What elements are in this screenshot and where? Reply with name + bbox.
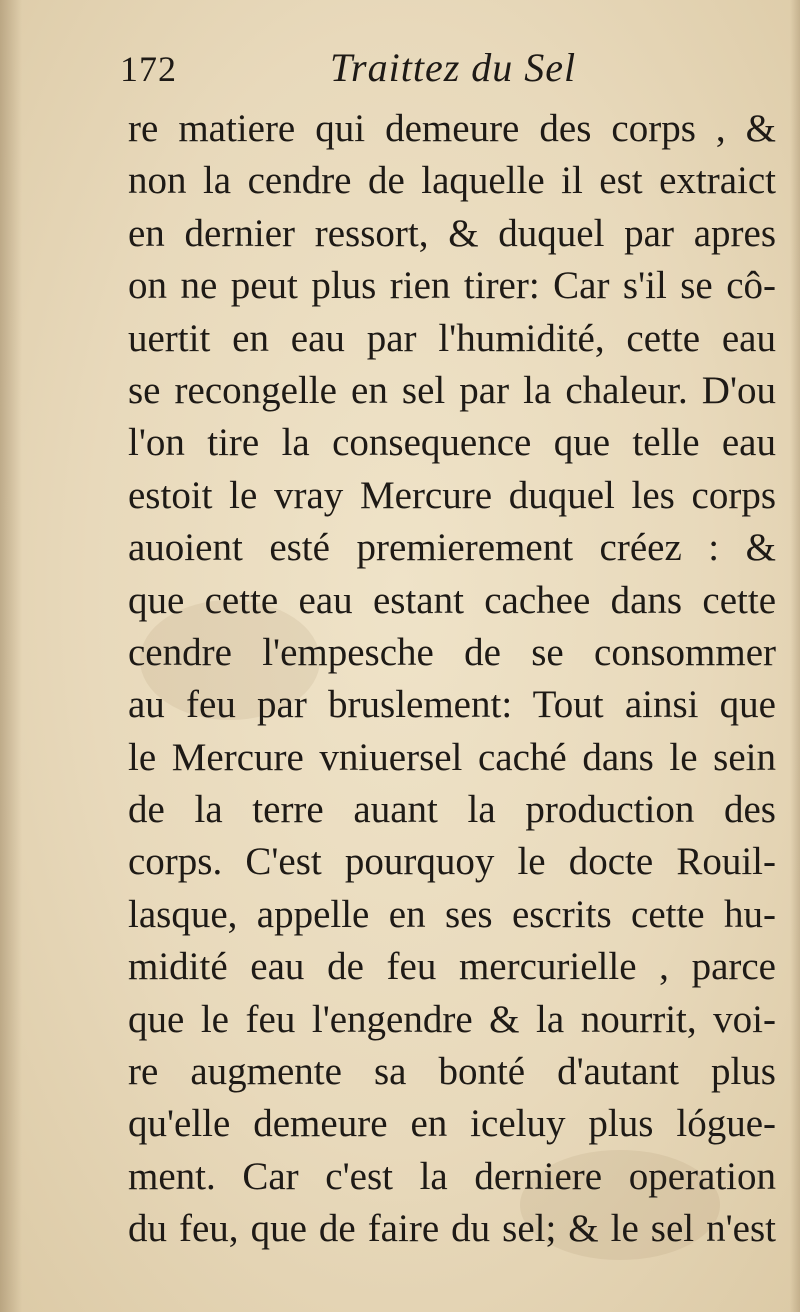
text-line: auoient esté premierement créez : & xyxy=(128,526,776,570)
text-line: uertit en eau par l'humidité, cette eau xyxy=(128,316,776,360)
text-line: qu'elle demeure en iceluy plus lógue- xyxy=(128,1102,776,1146)
text-line: corps. C'est pourquoy le docte Rouil- xyxy=(128,840,776,884)
text-line: de la terre auant la production des xyxy=(128,788,776,832)
text-line: midité eau de feu mercurielle , parce xyxy=(128,945,776,989)
text-line: lasque, appelle en ses escrits cette hu- xyxy=(128,892,776,936)
text-line: se recongelle en sel par la chaleur. D'ou xyxy=(128,368,776,412)
page-edge xyxy=(790,0,800,1312)
page-header xyxy=(120,44,760,100)
body-text xyxy=(128,103,776,1256)
text-line: non la cendre de laquelle il est extraict xyxy=(128,159,776,203)
binding-shadow xyxy=(0,0,22,1312)
text-line: l'on tire la consequence que telle eau xyxy=(128,421,776,465)
text-line: cendre l'empesche de se consommer xyxy=(128,630,776,674)
text-line: estoit le vray Mercure duquel les corps xyxy=(128,473,776,517)
running-title: Traittez du Sel xyxy=(330,45,577,90)
text-line: que le feu l'engendre & la nourrit, voi- xyxy=(128,997,776,1041)
text-line: en dernier ressort, & duquel par apres xyxy=(128,211,776,255)
text-line: re augmente sa bonté d'autant plus xyxy=(128,1050,776,1094)
text-line: on ne peut plus rien tirer: Car s'il se cô- xyxy=(128,264,776,308)
text-line: le Mercure vniuersel caché dans le sein xyxy=(128,735,776,779)
page-number: 172 xyxy=(120,49,177,89)
text-line: ment. Car c'est la derniere operation xyxy=(128,1154,776,1198)
text-line: au feu par bruslement: Tout ainsi que xyxy=(128,683,776,727)
text-line: que cette eau estant cachee dans cette xyxy=(128,578,776,622)
text-line: re matiere qui demeure des corps , & xyxy=(128,107,776,150)
text-line: du feu, que de faire du sel; & le sel n'est xyxy=(128,1207,776,1251)
